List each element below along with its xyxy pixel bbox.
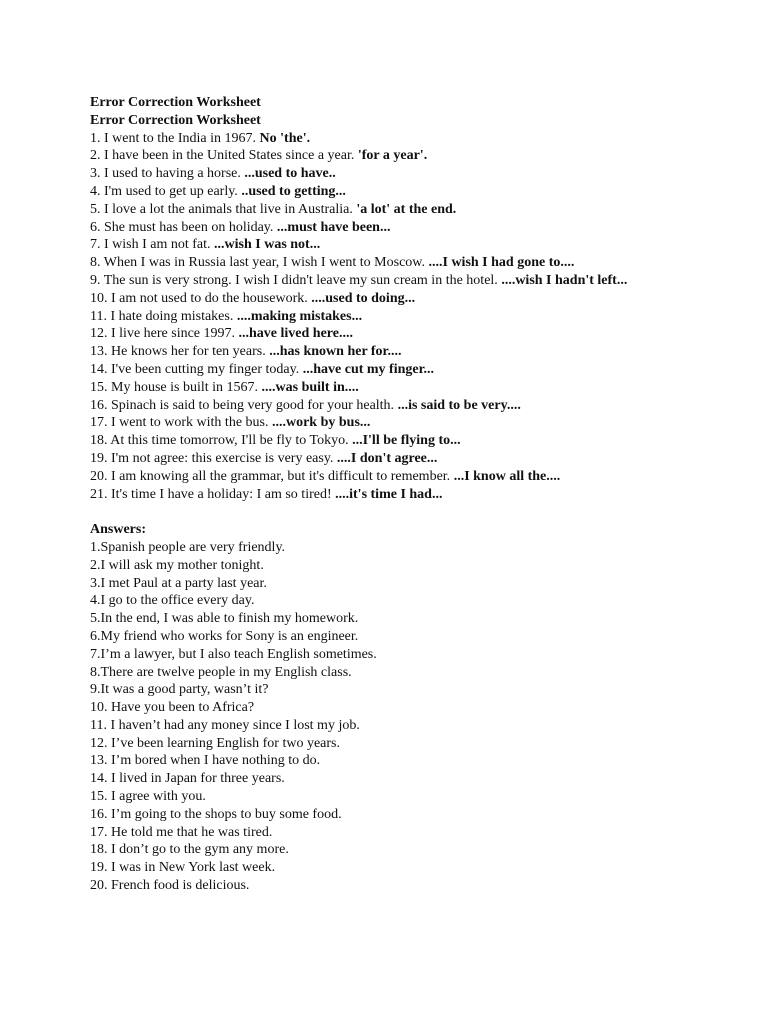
- exercise-sentence: 9. The sun is very strong. I wish I didn't leave my sun cream in the hotel.: [90, 272, 502, 288]
- answer-item: 18. I don’t go to the gym any more.: [90, 842, 289, 858]
- exercise-item: [90, 254, 650, 272]
- exercise-correction: ....it's time I had...: [335, 486, 443, 502]
- exercise-correction: ....was built in....: [261, 379, 359, 395]
- exercise-correction: 'for a year'.: [357, 148, 428, 164]
- answers-heading: Answers:: [90, 522, 146, 538]
- answer-item: 6.My friend who works for Sony is an engineer.: [90, 628, 359, 644]
- exercise-item: [90, 325, 650, 343]
- exercise-correction: ..used to getting...: [241, 183, 346, 199]
- exercise-correction: No 'the'.: [259, 130, 311, 146]
- exercise-correction: ....work by bus...: [271, 415, 371, 431]
- exercise-sentence: 21. It's time I have a holiday: I am so tired!: [90, 486, 336, 502]
- exercise-correction: ...I know all the....: [453, 468, 561, 484]
- answer-item: 13. I’m bored when I have nothing to do.: [90, 753, 321, 769]
- worksheet-title: Error Correction Worksheet: [90, 95, 261, 110]
- exercise-item: [90, 147, 650, 165]
- exercise-sentence: 4. I'm used to get up early.: [90, 183, 242, 199]
- exercise-correction: ...has known her for....: [269, 344, 402, 360]
- answer-item: 3.I met Paul at a party last year.: [90, 575, 267, 591]
- exercise-correction: ....wish I hadn't left...: [501, 272, 628, 288]
- exercise-sentence: 14. I've been cutting my finger today.: [90, 361, 303, 377]
- exercise-sentence: 10. I am not used to do the housework.: [90, 290, 312, 306]
- exercise-correction: ...have cut my finger...: [302, 361, 435, 377]
- exercise-sentence: 7. I wish I am not fat.: [90, 237, 215, 253]
- answer-item: 15. I agree with you.: [90, 789, 206, 805]
- answer-item: 12. I’ve been learning English for two years.: [90, 735, 340, 751]
- exercise-correction: ....used to doing...: [311, 290, 416, 306]
- answer-item: 7.I’m a lawyer, but I also teach English sometimes.: [90, 646, 377, 662]
- exercise-sentence: 2. I have been in the United States since a year.: [90, 148, 358, 164]
- exercise-correction: ...wish I was not...: [214, 237, 321, 253]
- exercise-item: [90, 361, 650, 379]
- exercise-item: [90, 183, 650, 201]
- answer-item: 1.Spanish people are very friendly.: [90, 539, 286, 555]
- worksheet-document: [90, 94, 650, 895]
- exercise-sentence: 13. He knows her for ten years.: [90, 344, 270, 360]
- exercise-item: [90, 290, 650, 308]
- exercise-correction: ....making mistakes...: [236, 308, 363, 324]
- answer-item: 14. I lived in Japan for three years.: [90, 771, 285, 787]
- exercise-correction: ...is said to be very....: [397, 397, 521, 413]
- answer-item: 11. I haven’t had any money since I lost my job.: [90, 717, 360, 733]
- exercise-sentence: 8. When I was in Russia last year, I wish I went to Moscow.: [90, 255, 429, 271]
- exercise-item: [90, 486, 650, 504]
- exercise-item: [90, 432, 650, 450]
- exercise-sentence: 19. I'm not agree: this exercise is very easy.: [90, 450, 337, 466]
- exercise-item: [90, 165, 650, 183]
- exercise-sentence: 12. I live here since 1997.: [90, 326, 239, 342]
- exercise-item: [90, 201, 650, 219]
- answer-item: 2.I will ask my mother tonight.: [90, 557, 264, 573]
- answer-item: 4.I go to the office every day.: [90, 593, 255, 609]
- answer-item: 17. He told me that he was tired.: [90, 824, 273, 840]
- answers-list: [90, 539, 650, 895]
- exercise-correction: 'a lot' at the end.: [356, 201, 457, 217]
- exercise-correction: ...have lived here....: [238, 326, 353, 342]
- exercise-item: [90, 450, 650, 468]
- exercise-sentence: 11. I hate doing mistakes.: [90, 308, 237, 324]
- exercise-sentence: 6. She must has been on holiday.: [90, 219, 277, 235]
- exercise-correction: ....I wish I had gone to....: [428, 255, 575, 271]
- exercise-item: [90, 130, 650, 148]
- exercise-item: [90, 379, 650, 397]
- exercise-sentence: 18. At this time tomorrow, I'll be fly to Tokyo.: [90, 433, 353, 449]
- answer-item: 10. Have you been to Africa?: [90, 700, 255, 716]
- exercise-sentence: 5. I love a lot the animals that live in Australia.: [90, 201, 357, 217]
- exercise-correction: ...I'll be flying to...: [352, 433, 461, 449]
- answer-item: 9.It was a good party, wasn’t it?: [90, 682, 269, 698]
- exercise-correction: ...must have been...: [276, 219, 391, 235]
- exercise-item: [90, 414, 650, 432]
- answer-item: 20. French food is delicious.: [90, 878, 250, 894]
- exercise-item: [90, 219, 650, 237]
- exercise-list: [90, 130, 650, 504]
- exercise-sentence: 15. My house is built in 1567.: [90, 379, 262, 395]
- answer-item: 19. I was in New York last week.: [90, 860, 276, 876]
- worksheet-title-repeat: Error Correction Worksheet: [90, 112, 261, 128]
- exercise-sentence: 17. I went to work with the bus.: [90, 415, 272, 431]
- exercise-item: [90, 272, 650, 290]
- exercise-item: [90, 468, 650, 486]
- exercise-sentence: 20. I am knowing all the grammar, but it's difficult to remember.: [90, 468, 454, 484]
- answer-item: 8.There are twelve people in my English class.: [90, 664, 352, 680]
- exercise-sentence: 16. Spinach is said to being very good for your health.: [90, 397, 398, 413]
- exercise-item: [90, 397, 650, 415]
- exercise-item: [90, 308, 650, 326]
- exercise-correction: ....I don't agree...: [336, 450, 438, 466]
- exercise-sentence: 1. I went to the India in 1967.: [90, 130, 260, 146]
- answer-item: 5.In the end, I was able to finish my homework.: [90, 611, 359, 627]
- exercise-item: [90, 343, 650, 361]
- exercise-item: [90, 236, 650, 254]
- exercise-sentence: 3. I used to having a horse.: [90, 166, 245, 182]
- exercise-correction: ...used to have..: [244, 166, 336, 182]
- answer-item: 16. I’m going to the shops to buy some food.: [90, 806, 342, 822]
